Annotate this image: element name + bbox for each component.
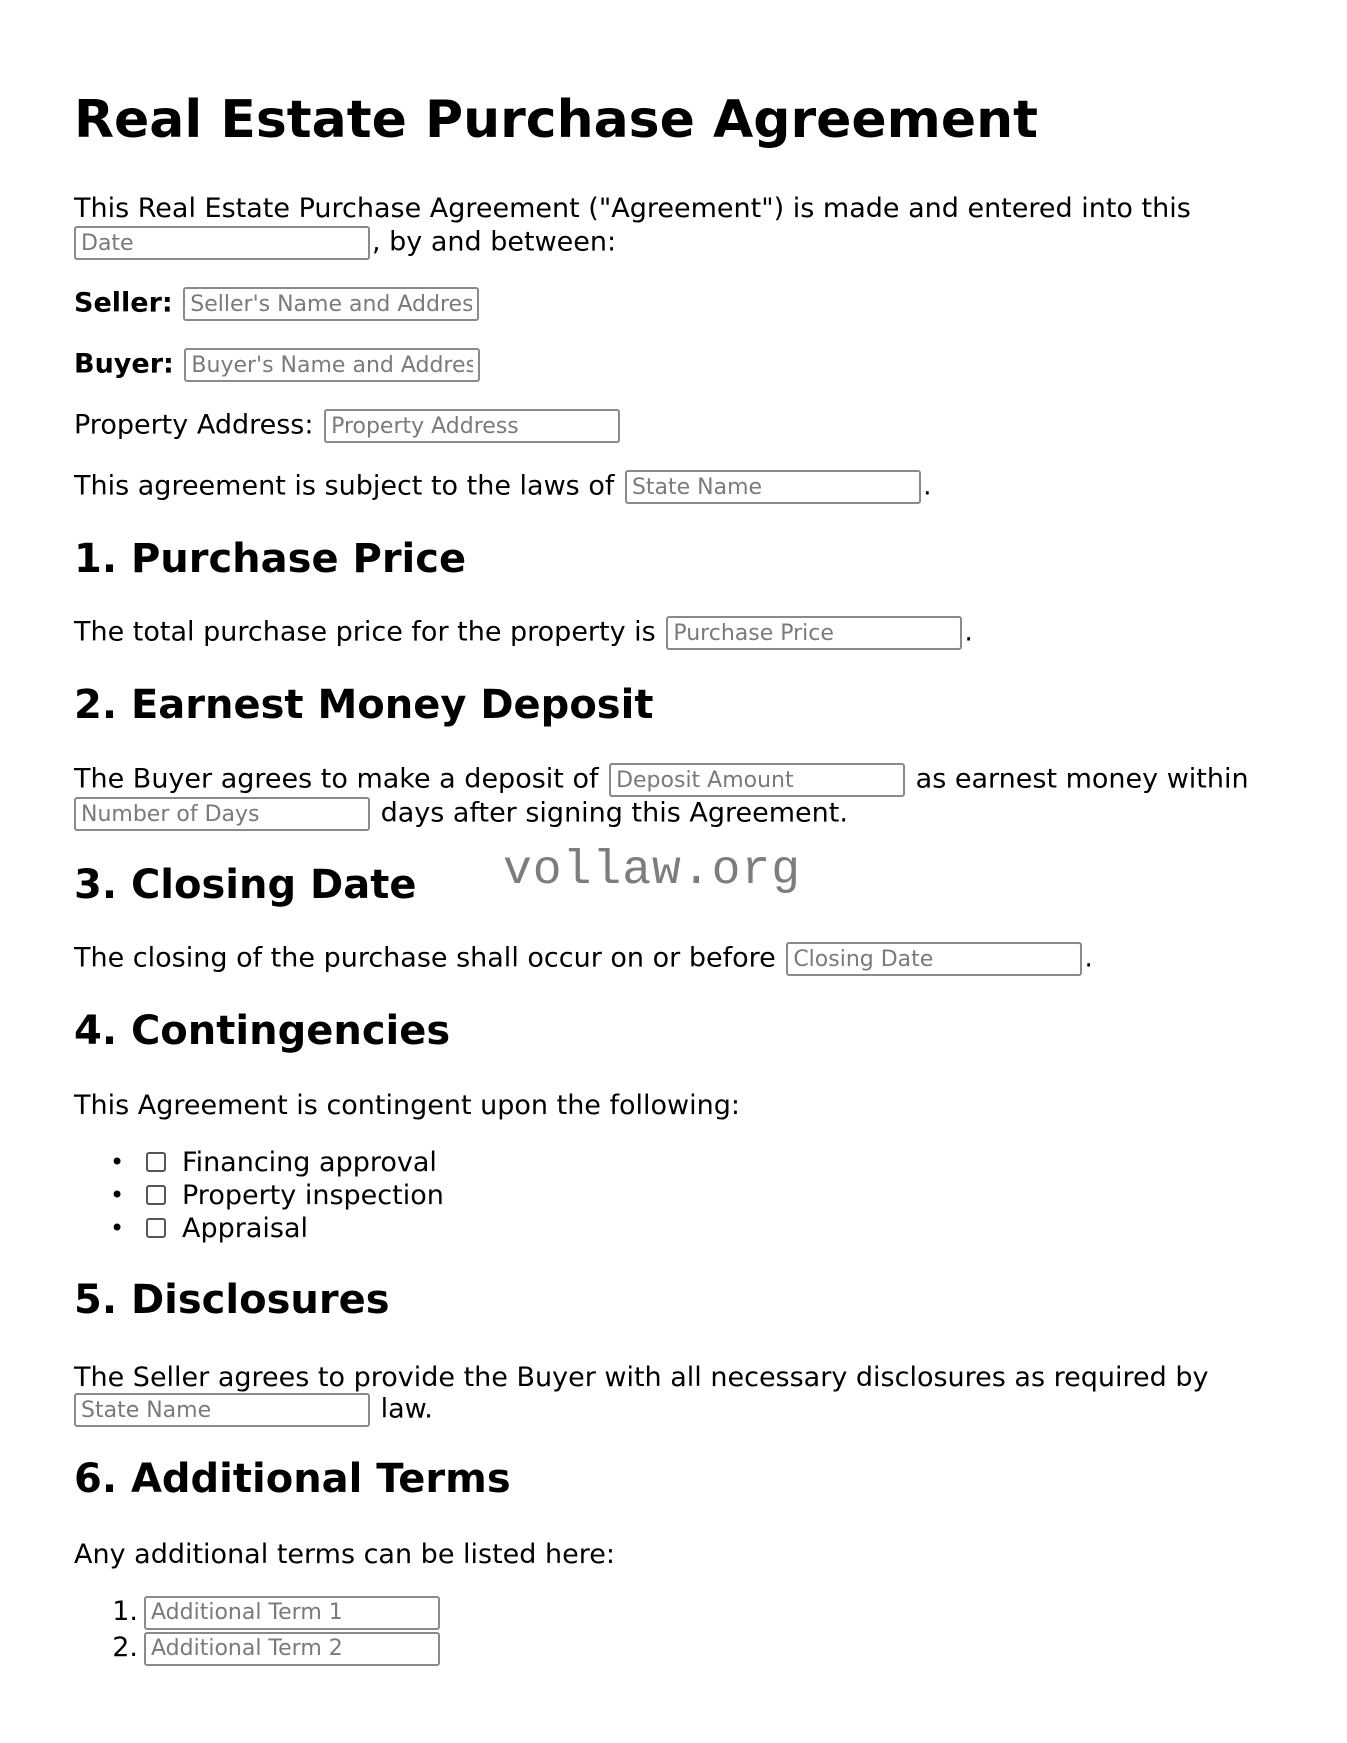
additional-term-1-input[interactable] xyxy=(144,1596,440,1630)
contingency-label: Property inspection xyxy=(182,1180,444,1211)
number-of-days-input[interactable] xyxy=(74,797,370,831)
disclosures-line-1 xyxy=(74,1362,1208,1394)
intro-date-line xyxy=(74,226,616,260)
section-heading-contingencies: 4. Contingencies xyxy=(74,1008,451,1054)
bullet-icon: • xyxy=(110,1148,125,1176)
earnest-money-text-middle: as earnest money within xyxy=(915,763,1249,795)
list-number: 2. xyxy=(112,1632,138,1663)
section-heading-additional-terms: 6. Additional Terms xyxy=(74,1456,511,1502)
disclosures-text: The Seller agrees to provide the Buyer with all necessary disclosures as required by xyxy=(74,1362,1209,1393)
buyer-input[interactable] xyxy=(184,348,480,382)
closing-date-input[interactable] xyxy=(786,942,1082,976)
contingencies-intro: This Agreement is contingent upon the following: xyxy=(74,1090,740,1121)
seller-line xyxy=(74,287,481,321)
earnest-money-line-1 xyxy=(74,763,1249,797)
earnest-money-line-2 xyxy=(74,797,848,831)
closing-date-text: The closing of the purchase shall occur on or before xyxy=(74,942,776,974)
intro-text: This Real Estate Purchase Agreement ("Agreement") is made and entered into this xyxy=(74,193,1191,224)
earnest-money-text-after: days after signing this Agreement. xyxy=(380,797,848,829)
purchase-price-text: The total purchase price for the property is xyxy=(74,616,656,648)
list-item xyxy=(108,1630,442,1666)
purchase-price-input[interactable] xyxy=(666,616,962,650)
additional-terms-list xyxy=(108,1594,442,1666)
governing-law-line xyxy=(74,470,932,504)
additional-terms-intro: Any additional terms can be listed here: xyxy=(74,1539,615,1570)
property-label: Property Address: xyxy=(74,409,314,441)
governing-law-period: . xyxy=(922,470,932,502)
section-heading-closing-date: 3. Closing Date xyxy=(74,862,417,908)
purchase-price-period: . xyxy=(964,616,973,648)
earnest-money-text: The Buyer agrees to make a deposit of xyxy=(74,763,599,795)
purchase-price-line xyxy=(74,616,973,650)
additional-term-2-input[interactable] xyxy=(144,1632,440,1666)
governing-state-input[interactable] xyxy=(625,470,921,504)
contingency-label: Financing approval xyxy=(182,1147,437,1178)
closing-date-line xyxy=(74,942,1093,976)
bullet-icon: • xyxy=(110,1181,125,1209)
bullet-icon: • xyxy=(110,1214,125,1242)
agreement-date-input[interactable] xyxy=(74,226,370,260)
section-heading-earnest-money: 2. Earnest Money Deposit xyxy=(74,682,654,728)
disclosures-line-2 xyxy=(74,1393,433,1427)
appraisal-checkbox[interactable] xyxy=(146,1218,166,1238)
list-number: 1. xyxy=(112,1596,138,1627)
section-heading-purchase-price: 1. Purchase Price xyxy=(74,536,467,582)
property-line xyxy=(74,409,622,443)
watermark: vollaw.org xyxy=(503,844,802,898)
page-title: Real Estate Purchase Agreement xyxy=(74,90,1038,150)
disclosure-state-input[interactable] xyxy=(74,1393,370,1427)
disclosures-text-after: law. xyxy=(380,1393,433,1425)
section-heading-disclosures: 5. Disclosures xyxy=(74,1277,390,1323)
intro-paragraph xyxy=(74,193,1191,225)
financing-checkbox[interactable] xyxy=(146,1152,166,1172)
intro-text-after: , by and between: xyxy=(372,226,617,258)
buyer-line xyxy=(74,348,482,382)
inspection-checkbox[interactable] xyxy=(146,1185,166,1205)
governing-law-text: This agreement is subject to the laws of xyxy=(74,470,615,502)
closing-date-period: . xyxy=(1084,942,1093,974)
contingency-label: Appraisal xyxy=(182,1213,309,1244)
buyer-label: Buyer: xyxy=(74,348,174,380)
property-address-input[interactable] xyxy=(324,409,620,443)
seller-input[interactable] xyxy=(183,287,479,321)
list-item xyxy=(108,1594,442,1630)
deposit-amount-input[interactable] xyxy=(609,763,905,797)
seller-label: Seller: xyxy=(74,287,173,319)
